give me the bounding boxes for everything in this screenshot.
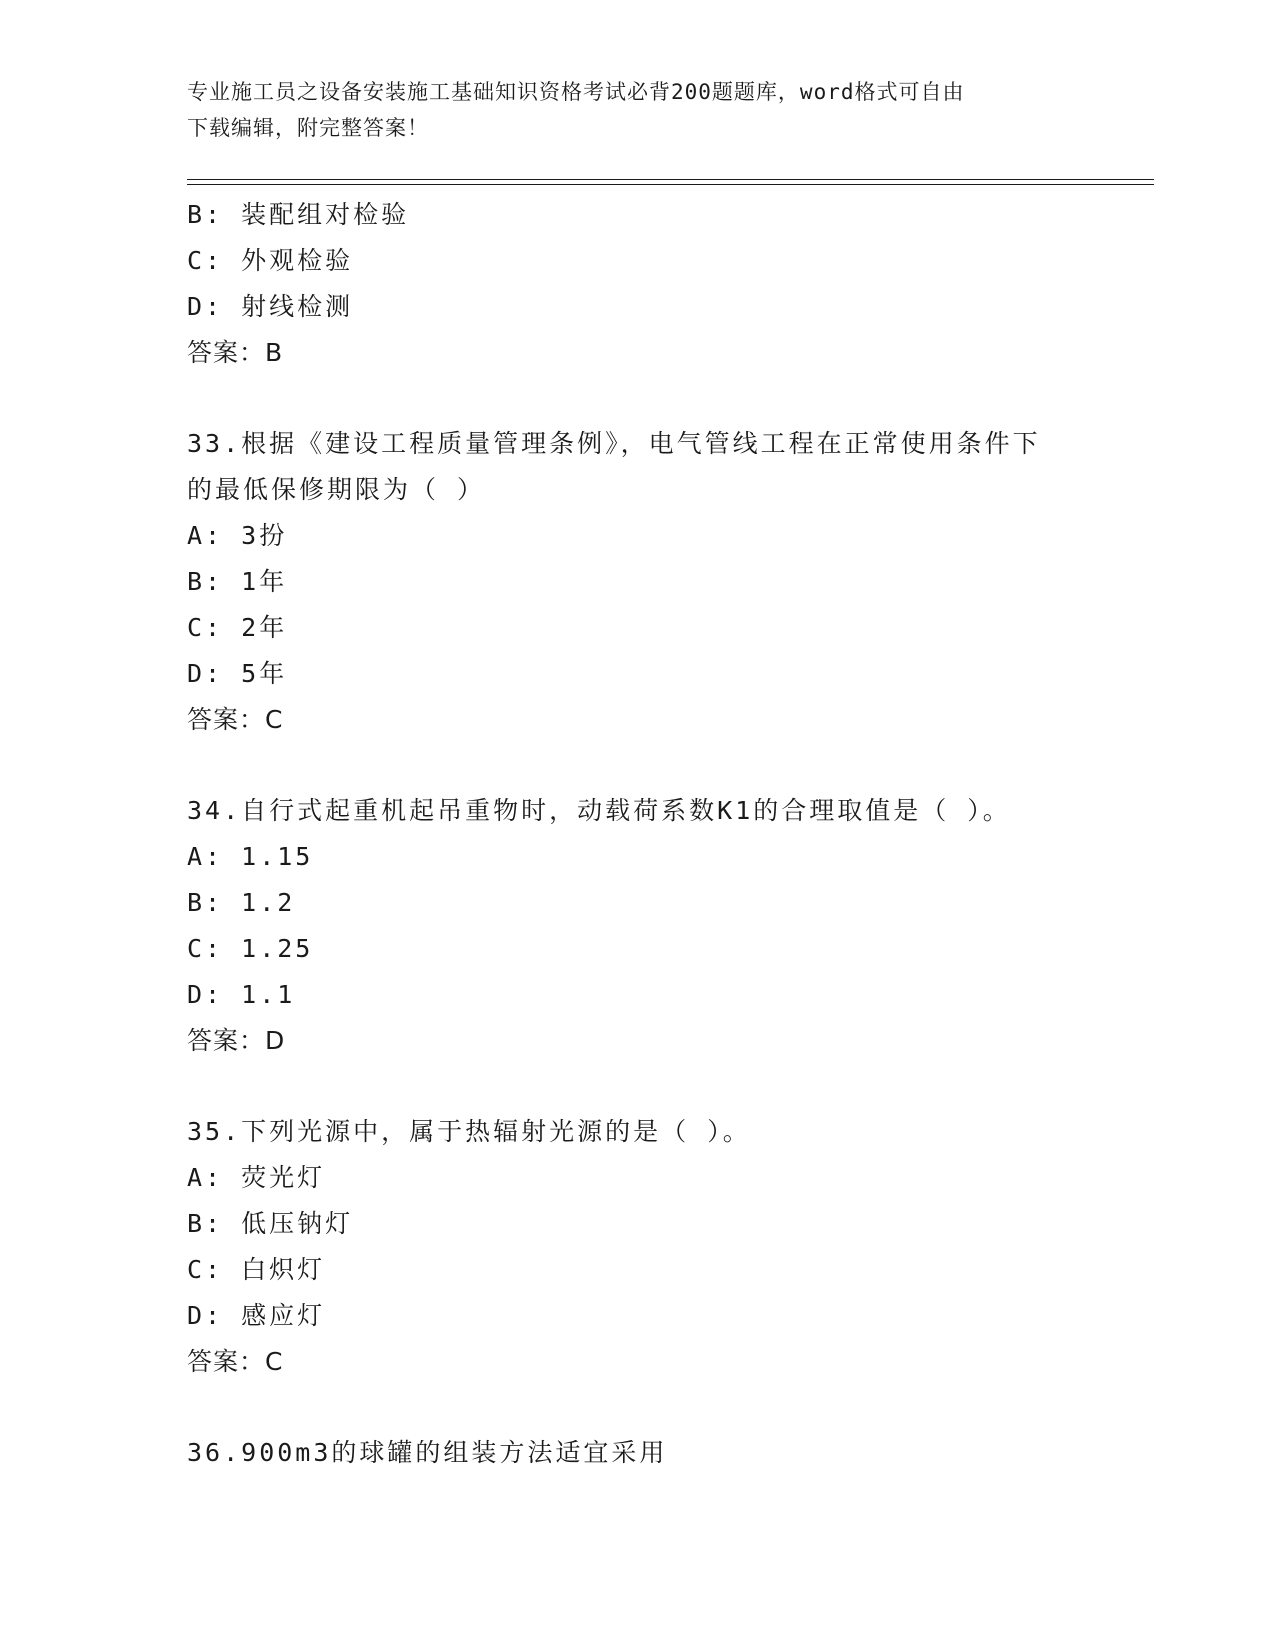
option-c: C: 2年 [187, 613, 288, 642]
option-a: A: 1.15 [187, 842, 314, 871]
header-line-1: 专业施工员之设备安装施工基础知识资格考试必背200题题库，word格式可自由 [187, 80, 965, 104]
option-c: C: 外观检验 [187, 246, 354, 275]
option-a: A: 3扮 [187, 521, 288, 550]
question-text-line-2: 的最低保修期限为（ ） [187, 475, 486, 504]
answer: 答案：B [187, 338, 284, 367]
question-36 [187, 1430, 1087, 1476]
header-line-2: 下载编辑，附完整答案！ [187, 116, 429, 140]
option-d: D: 感应灯 [187, 1301, 326, 1330]
header-divider-bottom [187, 184, 1154, 185]
spacer [187, 743, 1087, 788]
question-text: 36.900m3的球罐的组装方法适宜采用 [187, 1438, 668, 1467]
question-text: 34.自行式起重机起吊重物时，动载荷系数K1的合理取值是（ ）。 [187, 796, 1011, 825]
question-text-line-1: 33.根据《建设工程质量管理条例》，电气管线工程在正常使用条件下 [187, 429, 1041, 458]
option-a: A: 荧光灯 [187, 1163, 326, 1192]
answer: 答案：C [187, 705, 284, 734]
option-b: B: 1年 [187, 567, 288, 596]
option-d: D: 1.1 [187, 980, 296, 1009]
question-text: 35.下列光源中，属于热辐射光源的是（ ）。 [187, 1117, 751, 1146]
spacer [187, 1385, 1087, 1430]
option-c: C: 白炽灯 [187, 1255, 326, 1284]
question-32-tail [187, 192, 1087, 376]
spacer [187, 1064, 1087, 1109]
option-b: B: 装配组对检验 [187, 200, 410, 229]
header-divider-top [187, 179, 1154, 180]
document-header [187, 74, 1067, 146]
option-b: B: 低压钠灯 [187, 1209, 354, 1238]
option-d: D: 射线检测 [187, 292, 354, 321]
question-list [187, 192, 1087, 1476]
spacer [187, 376, 1087, 421]
question-33 [187, 421, 1087, 743]
option-c: C: 1.25 [187, 934, 314, 963]
answer: 答案：D [187, 1026, 286, 1055]
question-35 [187, 1109, 1087, 1385]
question-34 [187, 788, 1087, 1064]
option-d: D: 5年 [187, 659, 288, 688]
answer: 答案：C [187, 1347, 284, 1376]
option-b: B: 1.2 [187, 888, 296, 917]
